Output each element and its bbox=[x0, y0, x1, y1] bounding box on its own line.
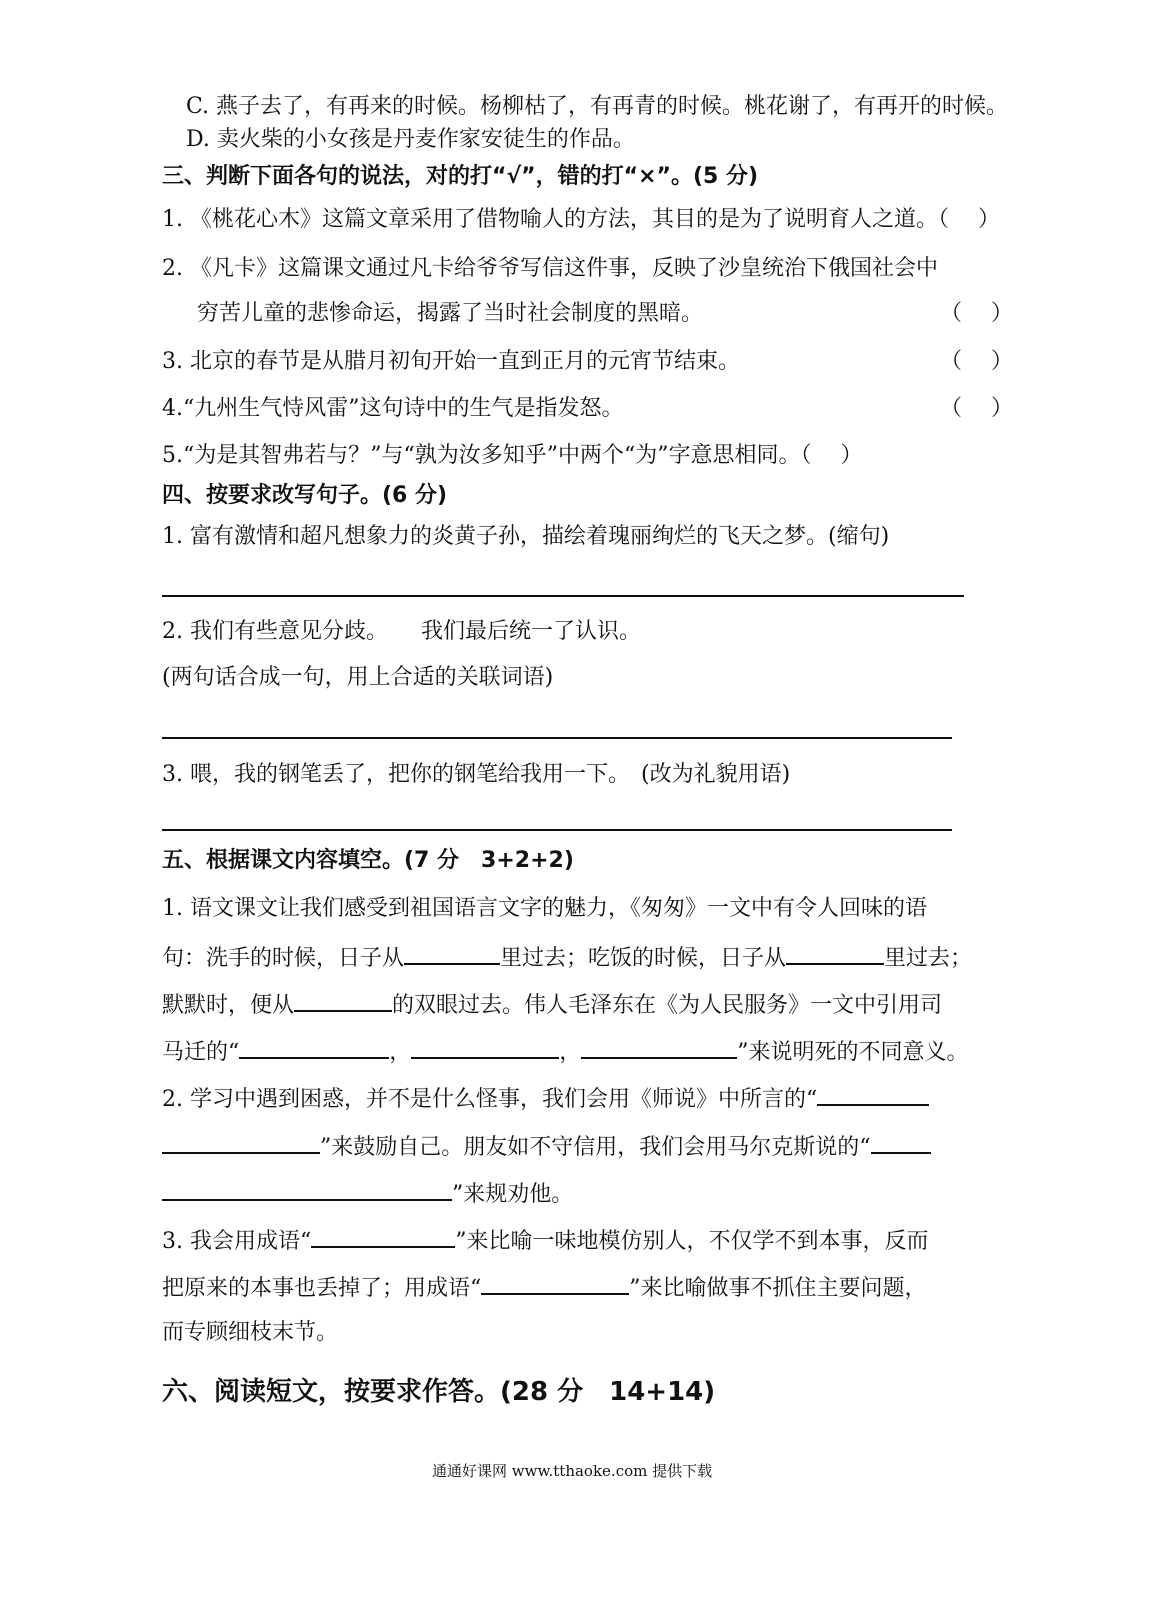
fill-blank[interactable] bbox=[817, 1082, 929, 1106]
fill-blank[interactable] bbox=[162, 1130, 320, 1154]
option-c: C. 燕子去了，有再来的时候。杨柳枯了，有再青的时候。桃花谢了，有再开的时候。 bbox=[186, 94, 1009, 119]
judge-q1: 1. 《桃花心木》这篇文章采用了借物喻人的方法，其目的是为了说明育人之道。（ ） bbox=[162, 207, 1000, 232]
judge-q3: 3. 北京的春节是从腊月初旬开始一直到正月的元宵节结束。 bbox=[162, 349, 740, 374]
fill-q2-line3 bbox=[162, 1177, 573, 1210]
footer-credit: 通通好课网 www.tthaoke.com 提供下载 bbox=[432, 1462, 713, 1480]
fill-text: ， bbox=[559, 1040, 582, 1065]
answer-line[interactable] bbox=[162, 595, 964, 597]
fill-blank[interactable] bbox=[239, 1035, 389, 1059]
answer-paren[interactable]: （ ） bbox=[940, 349, 1013, 374]
judge-q2-line1: 2. 《凡卡》这篇课文通过凡卡给爷爷写信这件事，反映了沙皇统治下俄国社会中 bbox=[162, 256, 938, 281]
rewrite-q2-line2: (两句话合成一句，用上合适的关联词语) bbox=[162, 665, 554, 690]
fill-q3-line3: 而专顾细枝末节。 bbox=[162, 1320, 339, 1345]
fill-text: ”来说明死的不同意义。 bbox=[737, 1040, 969, 1065]
rewrite-q1: 1. 富有激情和超凡想象力的炎黄子孙，描绘着瑰丽绚烂的飞天之梦。(缩句) bbox=[162, 524, 890, 549]
fill-blank[interactable] bbox=[404, 941, 500, 965]
fill-text: ”来鼓励自己。朋友如不守信用，我们会用马尔克斯说的“ bbox=[320, 1135, 871, 1160]
fill-text: ”来比喻做事不抓住主要问题， bbox=[629, 1276, 927, 1301]
answer-line[interactable] bbox=[162, 829, 952, 831]
fill-blank[interactable] bbox=[481, 1271, 629, 1295]
fill-text: 把原来的本事也丢掉了；用成语“ bbox=[162, 1276, 482, 1301]
fill-text: ”来比喻一味地模仿别人，不仅学不到本事，反而 bbox=[455, 1229, 929, 1254]
fill-q3-line1 bbox=[162, 1224, 928, 1257]
fill-text: 3. 我会用成语“ bbox=[162, 1229, 312, 1254]
fill-blank[interactable] bbox=[294, 988, 392, 1012]
fill-q2-line1 bbox=[162, 1082, 929, 1115]
fill-text: ”来规劝他。 bbox=[452, 1182, 574, 1207]
fill-text: ， bbox=[389, 1040, 412, 1065]
fill-text: 句：洗手的时候，日子从 bbox=[162, 946, 405, 971]
section-3-title: 三、判断下面各句的说法，对的打“√”，错的打“×”。(5 分) bbox=[162, 164, 759, 189]
fill-text: 2. 学习中遇到困惑，并不是什么怪事，我们会用《师说》中所言的“ bbox=[162, 1087, 818, 1112]
judge-q4: 4.“九州生气恃风雷”这句诗中的生气是指发怒。 bbox=[162, 396, 624, 421]
fill-blank[interactable] bbox=[786, 941, 884, 965]
answer-paren[interactable]: （ ） bbox=[940, 396, 1013, 421]
section-5-title: 五、根据课文内容填空。(7 分 3+2+2) bbox=[162, 848, 574, 873]
fill-q1-line3 bbox=[162, 988, 942, 1021]
option-d: D. 卖火柴的小女孩是丹麦作家安徒生的作品。 bbox=[186, 127, 635, 152]
answer-line[interactable] bbox=[162, 737, 952, 739]
fill-q1-line1: 1. 语文课文让我们感受到祖国语言文字的魅力，《匆匆》一文中有令人回味的语 bbox=[162, 896, 927, 921]
section-4-title: 四、按要求改写句子。(6 分) bbox=[162, 483, 448, 508]
fill-text: 马迁的“ bbox=[162, 1040, 240, 1065]
fill-blank[interactable] bbox=[162, 1177, 452, 1201]
fill-text: 里过去；吃饭的时候，日子从 bbox=[500, 946, 787, 971]
fill-blank[interactable] bbox=[311, 1224, 455, 1248]
answer-paren[interactable]: （ ） bbox=[940, 301, 1013, 326]
fill-blank[interactable] bbox=[871, 1130, 931, 1154]
fill-q3-line2 bbox=[162, 1271, 927, 1304]
fill-text: 里过去； bbox=[884, 946, 973, 971]
judge-q5: 5.“为是其智弗若与？”与“孰为汝多知乎”中两个“为”字意思相同。（ ） bbox=[162, 443, 863, 468]
fill-q1-line4 bbox=[162, 1035, 969, 1068]
judge-q2-line2: 穷苦儿童的悲惨命运，揭露了当时社会制度的黑暗。 bbox=[197, 301, 704, 326]
rewrite-q2-line1: 2. 我们有些意见分歧。 我们最后统一了认识。 bbox=[162, 619, 641, 644]
fill-blank[interactable] bbox=[581, 1035, 737, 1059]
fill-text: 的双眼过去。伟人毛泽东在《为人民服务》一文中引用司 bbox=[392, 993, 943, 1018]
section-6-title: 六、阅读短文，按要求作答。(28 分 14+14) bbox=[162, 1377, 716, 1407]
fill-text: 默默时，便从 bbox=[162, 993, 295, 1018]
rewrite-q3: 3. 喂，我的钢笔丢了，把你的钢笔给我用一下。 (改为礼貌用语) bbox=[162, 762, 791, 787]
fill-q1-line2 bbox=[162, 941, 972, 974]
fill-blank[interactable] bbox=[411, 1035, 559, 1059]
fill-q2-line2 bbox=[162, 1130, 931, 1163]
